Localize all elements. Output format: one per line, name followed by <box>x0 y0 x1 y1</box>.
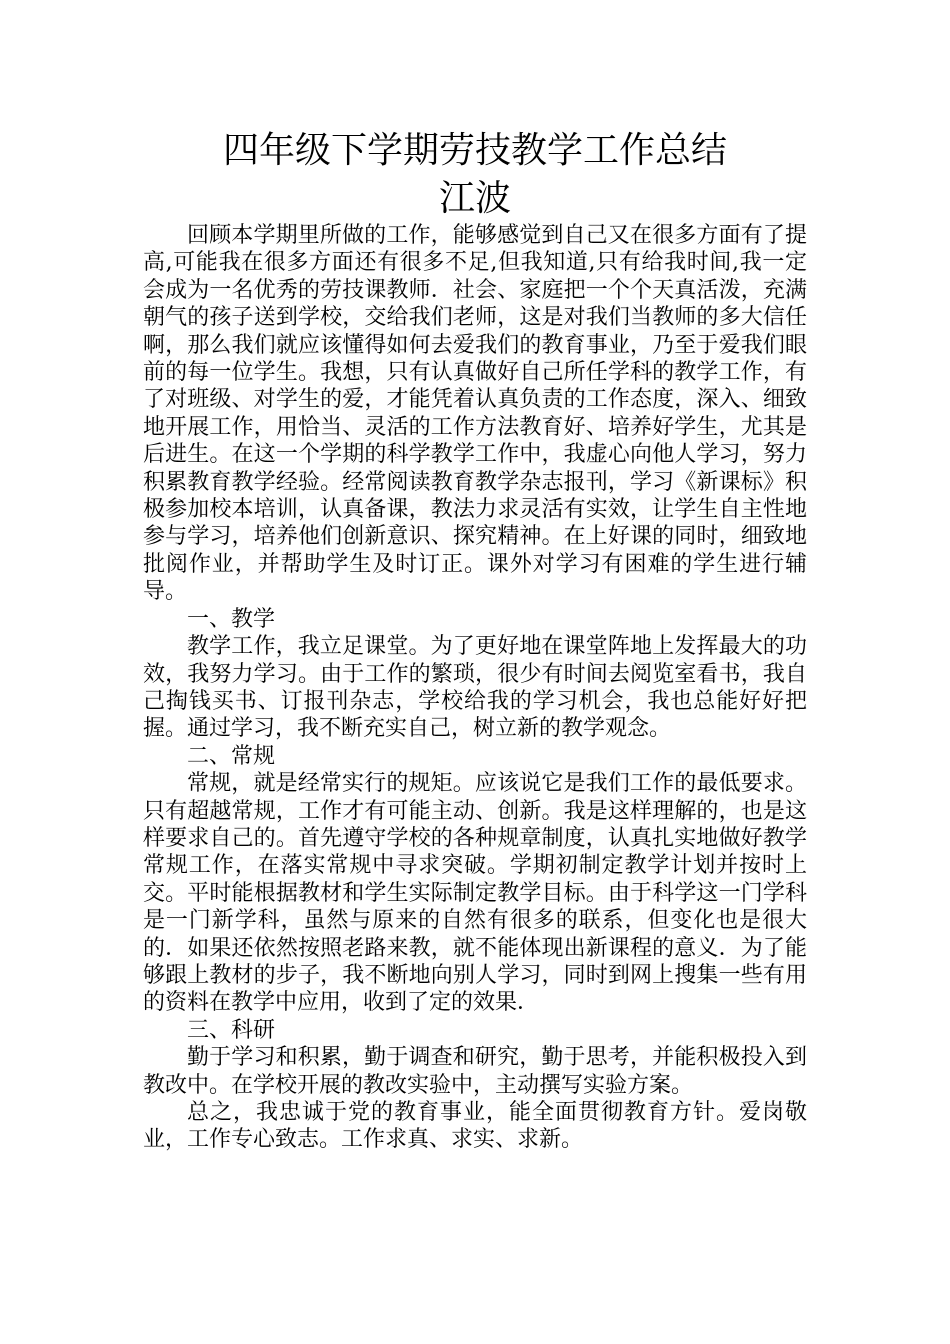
document-title: 四年级下学期劳技教学工作总结 <box>222 130 727 171</box>
document-body <box>143 222 807 1154</box>
section-heading-research: 三、科研 <box>187 1017 276 1043</box>
document-author: 江波 <box>438 178 511 219</box>
paragraph-research: 勤于学习和积累，勤于调查和研究，勤于思考，并能积极投入到教改中。在学校开展的教改实验中，主动撰写实验方案。 <box>143 1045 807 1098</box>
paragraph-conclusion: 总之，我忠诚于党的教育事业，能全面贯彻教育方针。爱岗敬业，工作专心致志。工作求真、求实、求新。 <box>143 1100 807 1153</box>
section-heading-teaching: 一、教学 <box>187 606 276 632</box>
section-heading-routine: 二、常规 <box>187 743 276 769</box>
paragraph-routine: 常规，就是经常实行的规矩。应该说它是我们工作的最低要求。只有超越常规，工作才有可能主动、创新。我是这样理解的，也是这样要求自己的。首先遵守学校的各种规章制度，认真扎实地做好教学常规工作，在落实常规中寻求突破。学期初制定教学计划并按时上交。平时能根据教材和学生实际制定教学目标。由于科学这一门学科是一门新学科，虽然与原来的自然有很多的联系，但变化也是很大的．如果还依然按照老路来教，就不能体现出新课程的意义．为了能够跟上教材的步子，我不断地向别人学习，同时到网上搜集一些有用的资料在教学中应用，收到了定的效果． <box>143 771 807 1016</box>
paragraph-teaching: 教学工作，我立足课堂。为了更好地在课堂阵地上发挥最大的功效，我努力学习。由于工作的繁琐，很少有时间去阅览室看书，我自己掏钱买书、订报刊杂志，学校给我的学习机会，我也总能好好把握。通过学习，我不断充实自己，树立新的教学观念。 <box>143 634 807 742</box>
paragraph-intro: 回顾本学期里所做的工作，能够感觉到自己又在很多方面有了提高,可能我在很多方面还有很多不足,但我知道,只有给我时间,我一定会成为一名优秀的劳技课教师．社会、家庭把一个个天真活泼，充满朝气的孩子送到学校，交给我们老师，这是对我们当教师的多大信任啊，那么我们就应该懂得如何去爱我们的教育事业，乃至于爱我们眼前的每一位学生。我想，只有认真做好自己所任学科的教学工作，有了对班级、对学生的爱，才能凭着认真负责的工作态度，深入、细致地开展工作，用恰当、灵活的工作方法教育好、培养好学生，尤其是后进生。在这一个学期的科学教学工作中，我虚心向他人学习，努力积累教育教学经验。经常阅读教育教学杂志报刊，学习《新课标》积极参加校本培训，认真备课，教法力求灵活有实效，让学生自主性地参与学习，培养他们创新意识、探究精神。在上好课的同时，细致地批阅作业，并帮助学生及时订正。课外对学习有困难的学生进行辅导。 <box>143 223 807 605</box>
